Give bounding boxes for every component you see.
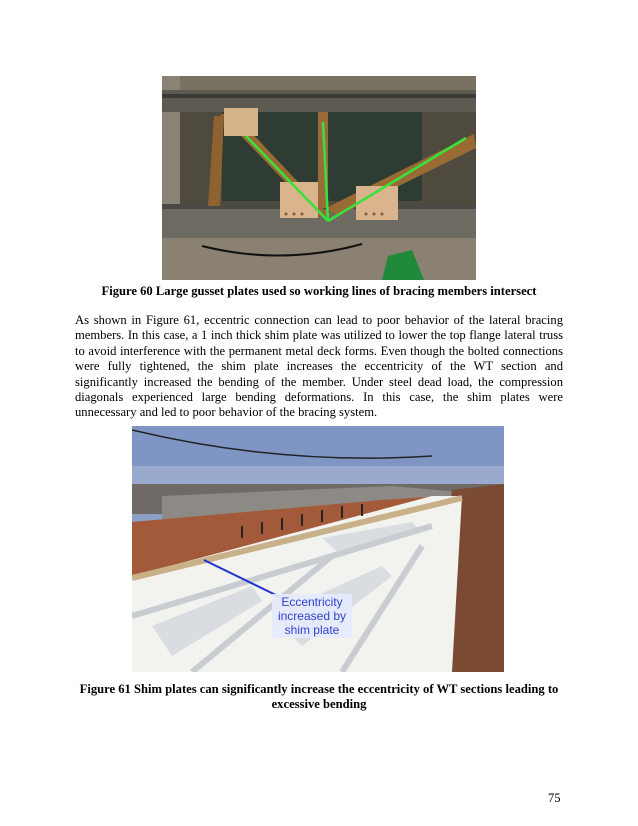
annotation-line-2: increased by bbox=[277, 609, 347, 623]
figure-60-caption: Figure 60 Large gusset plates used so working lines of bracing members intersect bbox=[101, 284, 537, 298]
page-number: 75 bbox=[548, 791, 561, 805]
figure-60-photo bbox=[162, 76, 476, 280]
figure-61-photo bbox=[132, 426, 504, 672]
annotation-line-3: shim plate bbox=[284, 623, 340, 637]
figure-61-caption: Figure 61 Shim plates can significantly increase the eccentricity of WT sections leading to excessive bending bbox=[79, 682, 559, 711]
body-paragraph: As shown in Figure 61, eccentric connection can lead to poor behavior of the lateral bracing members. In this case, a 1 inch thick shim plate was utilized to lower the top flange lateral truss to avoid interference with the permanent metal deck forms. Even though the bolted connections were fully tightened, the shim plate increases the eccentricity of the WT section and significantly increased the bending of the member. Under steel dead load, the compression diagonals experienced large bending deformations. In this case, the shim plates were unnecessary and led to poor behavior of the bracing system. bbox=[75, 313, 563, 420]
annotation-line-1: Eccentricity bbox=[281, 595, 343, 609]
gusset-plate-photo-illustration bbox=[162, 76, 476, 280]
annotation-label bbox=[272, 594, 352, 638]
